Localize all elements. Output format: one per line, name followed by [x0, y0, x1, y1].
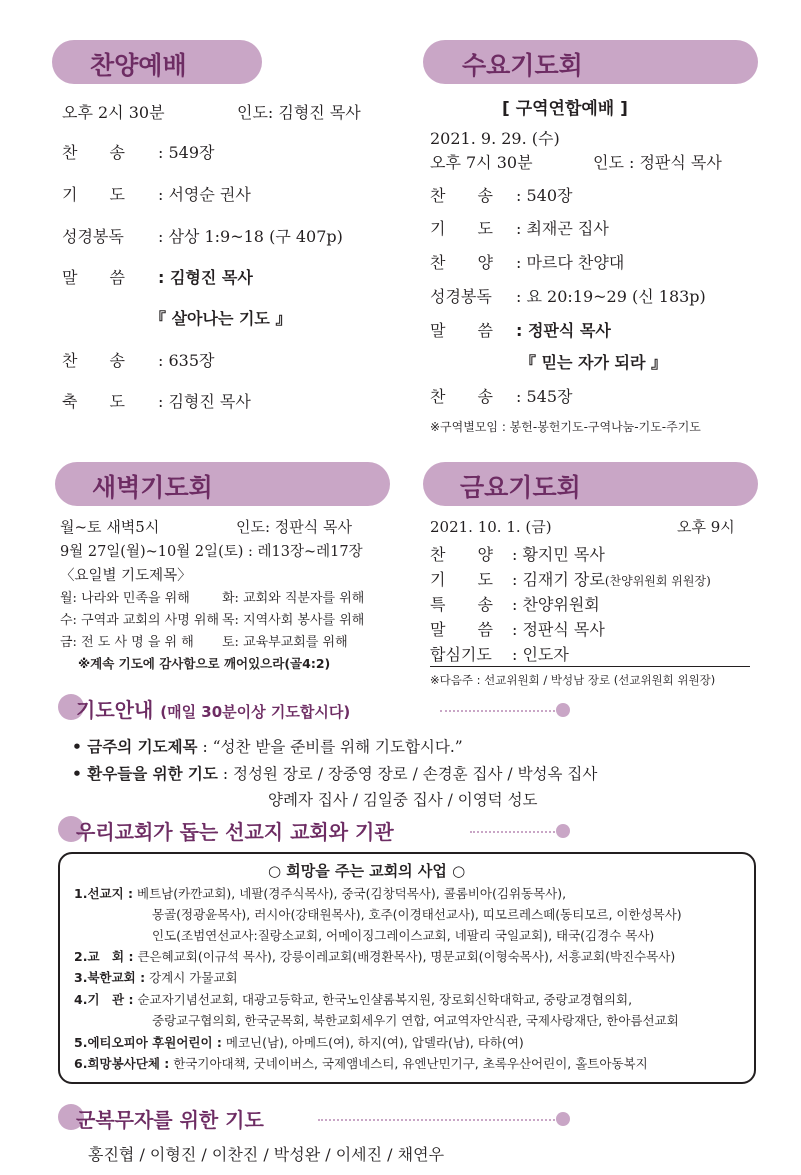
row-value: : 요 20:19~29 (신 183p) — [516, 287, 706, 306]
dawn-topic-right: 화: 교회와 직분자를 위해 — [222, 591, 365, 606]
mission-item-line: 큰은혜교회(이규석 목사), 강릉이레교회(배경환목사), 명문교회(이형숙목사), 서흥교회(박진수목사) — [137, 949, 676, 964]
missions-heading: 우리교회가 돕는 선교지 교회와 기관 — [76, 820, 394, 844]
wednesday-row — [430, 384, 572, 407]
mission-item-label: 2.교 회 : — [74, 949, 134, 964]
military-names: 홍진협 / 이형진 / 이찬진 / 박성완 / 이세진 / 채연우 — [88, 1145, 445, 1164]
prayer-week-value: : “성찬 받을 준비를 위해 기도합시다.” — [202, 738, 463, 756]
row-label: 말 씀 — [430, 321, 493, 340]
friday-row — [430, 542, 605, 565]
wednesday-row — [430, 183, 572, 206]
row-value: : 서영순 권사 — [158, 185, 251, 204]
praise-row — [62, 182, 251, 205]
mission-item-label: 3.북한교회 : — [74, 970, 146, 985]
mission-item-cont: 몽골(정광윤목사), 러시아(강태원목사), 호주(이경태선교사), 띠모르레스떼(동티모르, 이한성목사) — [152, 907, 682, 922]
row-value: : 635장 — [158, 351, 215, 370]
mission-item-line: 메코닌(남), 아메드(여), 하지(여), 압델라(남), 타하(여) — [225, 1035, 524, 1050]
wednesday-leader: 인도 : 정판식 목사 — [593, 153, 722, 172]
mission-item — [74, 1033, 524, 1051]
row-value: : 정판식 목사 — [512, 620, 605, 639]
friday-row — [430, 592, 600, 615]
row-label: 기 도 — [62, 185, 125, 204]
friday-row — [430, 642, 569, 665]
wednesday-row — [430, 284, 706, 307]
row-label: 찬 송 — [62, 351, 125, 370]
row-value: : 황지민 목사 — [512, 545, 605, 564]
row-label: 찬 송 — [430, 387, 493, 406]
mission-item — [74, 1054, 648, 1072]
praise-row — [62, 265, 253, 288]
military-end-dot — [556, 1112, 570, 1126]
row-label: 찬 양 — [430, 545, 493, 564]
row-value: : 540장 — [516, 186, 573, 205]
mission-item-label: 5.에티오피아 후원어린이 : — [74, 1035, 222, 1050]
dawn-line1-left: 월~토 새벽5시 — [60, 518, 160, 536]
missions-box-title: ○ 희망을 주는 교회의 사업 ○ — [268, 862, 466, 880]
row-value: : 찬양위원회 — [512, 595, 600, 614]
mission-item-label: 6.희망봉사단체 : — [74, 1056, 170, 1071]
mission-item — [74, 947, 675, 965]
mission-item-line: 베트남(카깐교회), 네팔(경주식목사), 중국(김창덕목사), 콜롬비아(김위동목사), — [137, 886, 567, 901]
wednesday-row — [430, 216, 609, 239]
wednesday-sermon-title: 『 믿는 자가 되라 』 — [520, 353, 668, 372]
row-value: : 삼상 1:9~18 (구 407p) — [158, 227, 343, 246]
praise-row — [62, 389, 251, 412]
mission-item-line: 순교자기념선교회, 대광고등학교, 한국노인샬롬복지원, 장로회신학대학교, 중랑교경협의회, — [137, 992, 633, 1007]
prayer-patients-label: • 환우들을 위한 기도 — [72, 765, 218, 783]
row-extra: (찬양위원회 위원장) — [604, 574, 711, 588]
military-dotted-rule — [318, 1119, 555, 1121]
praise-time: 오후 2시 30분 — [62, 103, 165, 122]
friday-note: ※다음주 : 선교위원회 / 박성남 장로 (선교위원회 위원장) — [430, 673, 716, 687]
mission-item — [74, 990, 632, 1008]
prayer-patients-line2: 양례자 집사 / 김일중 집사 / 이영덕 성도 — [268, 791, 538, 809]
friday-row — [430, 567, 711, 590]
praise-heading: 찬양예배 — [90, 51, 187, 80]
wednesday-heading: 수요기도회 — [462, 51, 583, 80]
wednesday-note: ※구역별모임 : 봉헌-봉헌기도-구역나눔-기도-주기도 — [430, 420, 701, 434]
missions-end-dot — [556, 824, 570, 838]
row-value: : 김형진 목사 — [158, 268, 253, 287]
prayer-end-dot — [556, 703, 570, 717]
dawn-line2: 9월 27일(월)~10월 2일(토) : 레13장~레17장 — [60, 544, 363, 560]
row-label: 말 씀 — [430, 620, 493, 639]
row-label: 특 송 — [430, 595, 493, 614]
mission-item-label: 1.선교지 : — [74, 886, 134, 901]
row-value: : 김재기 장로 — [512, 570, 605, 589]
prayer-week — [72, 735, 463, 757]
mission-item-line: 강계시 가물교회 — [149, 970, 238, 985]
row-label: 찬 송 — [62, 143, 125, 162]
prayer-title: 기도안내 — [76, 698, 154, 722]
praise-leader: 인도: 김형진 목사 — [237, 103, 361, 122]
row-label: 기 도 — [430, 219, 493, 238]
friday-divider — [430, 666, 750, 667]
row-label: 찬 송 — [430, 186, 493, 205]
row-label: 기 도 — [430, 570, 493, 589]
prayer-dotted-rule — [440, 710, 555, 712]
mission-item-cont: 중랑교구협의회, 한국군목회, 북한교회세우기 연합, 여교역자안식관, 국제사랑재단, 한아름선교회 — [152, 1013, 679, 1028]
dawn-topics-title: 〈요일별 기도제목〉 — [60, 568, 192, 584]
friday-time: 오후 9시 — [677, 518, 735, 536]
praise-row — [62, 224, 343, 247]
friday-row — [430, 617, 605, 640]
prayer-week-label: • 금주의 기도제목 — [72, 738, 198, 756]
dawn-topic-right: 목: 지역사회 봉사를 위해 — [222, 613, 365, 628]
dawn-topic-left: 수: 구역과 교회의 사명 위해 — [60, 613, 220, 628]
praise-sermon-title: 『 살아나는 기도 』 — [150, 309, 292, 328]
military-heading: 군복무자를 위한 기도 — [76, 1108, 264, 1132]
praise-row — [62, 348, 214, 371]
prayer-subtitle: (매일 30분이상 기도합시다) — [160, 703, 351, 721]
wednesday-row — [430, 250, 624, 273]
row-label: 말 씀 — [62, 268, 125, 287]
dawn-topic-left: 월: 나라와 민족을 위해 — [60, 591, 190, 606]
dawn-line1-right: 인도: 정판식 목사 — [236, 518, 353, 536]
row-value: : 545장 — [516, 387, 573, 406]
row-label: 합심기도 — [430, 645, 492, 664]
row-value: : 김형진 목사 — [158, 392, 251, 411]
friday-heading: 금요기도회 — [460, 473, 581, 502]
row-label: 성경봉독 — [430, 287, 492, 306]
dawn-heading: 새벽기도회 — [92, 473, 213, 502]
mission-item-line: 한국기아대책, 굿네이버스, 국제앰네스티, 유엔난민기구, 초록우산어린이, 홀트아동복지 — [173, 1056, 648, 1071]
praise-row — [62, 140, 214, 163]
mission-item-cont: 인도(조범연선교사:질랑소교회, 어메이징그레이스교회, 네팔리 국일교회), 태국(김경수 목사) — [152, 928, 655, 943]
mission-item — [74, 968, 238, 986]
prayer-patients — [72, 762, 597, 784]
row-label: 찬 양 — [430, 253, 493, 272]
row-value: : 정판식 목사 — [516, 321, 611, 340]
prayer-heading — [76, 694, 350, 723]
mission-item — [74, 884, 566, 902]
friday-date: 2021. 10. 1. (금) — [430, 518, 552, 536]
missions-dotted-rule — [470, 831, 555, 833]
wednesday-date: 2021. 9. 29. (수) — [430, 129, 560, 148]
row-value: : 인도자 — [512, 645, 569, 664]
wednesday-subtitle: [ 구역연합예배 ] — [502, 99, 628, 119]
mission-item-label: 4.기 관 : — [74, 992, 134, 1007]
prayer-patients-line1: : 정성원 장로 / 장중영 장로 / 손경훈 집사 / 박성옥 집사 — [222, 765, 598, 783]
dawn-verse: ※계속 기도에 감사함으로 깨어있으라(골4:2) — [78, 656, 331, 671]
row-value: : 최재곤 집사 — [516, 219, 609, 238]
dawn-topic-left: 금: 전 도 사 명 을 위 해 — [60, 635, 194, 650]
row-value: : 마르다 찬양대 — [516, 253, 625, 272]
dawn-topic-right: 토: 교육부교회를 위해 — [222, 635, 348, 650]
row-label: 성경봉독 — [62, 227, 124, 246]
wednesday-time: 오후 7시 30분 — [430, 153, 533, 172]
row-label: 축 도 — [62, 392, 125, 411]
wednesday-row — [430, 318, 611, 341]
row-value: : 549장 — [158, 143, 215, 162]
